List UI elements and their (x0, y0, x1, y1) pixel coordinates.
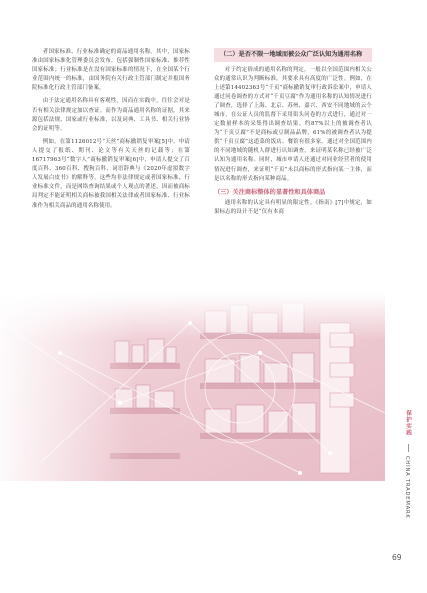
shelf-photo (0, 293, 385, 481)
shelf-photo-illustration (0, 293, 385, 481)
left-paragraph-1: 者国家标准、行业标准确定的商品通用名称。其中，国家标准由国家标准化管理委员会发布，包括强制性国家标准、推荐性国家标准；行业标准是在没有国家标准的情况下，在全国某个行业范围内统一的标准，由国务院有关行政主管部门制定并报国务院标准化行政主管部门备案。 (32, 49, 190, 92)
sidebar-label (402, 410, 416, 570)
section-2-title: （二）是否不限一地域而被公众广泛认知为通用名称 (220, 51, 363, 58)
left-paragraph-3: 例如，在第1126012号“天丝”商标撤销复审案[5]中，申请人提交了报纸、期刊、论文等有关天丝的记载等；在第16717963号“数字人”商标撤销复审案[6]中，申请人提交了百度百科、360百科、搜狗百科、词语辞典与《2020年虚拟数字人发展白皮书》的解释等。这些均非法律规定或者国家标准、行业标准文件，而是网络查询结果或个人观点的著述，因而被商标局判定不能证明相关商标被我国相关法律或者国家标准、行业标准作为相关商品的通用名称使用。 (32, 138, 190, 209)
page-number: 69 (392, 553, 402, 562)
section-2-title-box (214, 48, 372, 62)
right-paragraph-1: 对于约定俗成的通用名称的判定，一般以全国范围内相关公众的通常认识为判断标准，其要求具有高度的广泛性。例如，在上述第14402363号“千页”商标撤销复审行政诉讼案中，申请人通过问卷调查的方式对“千页豆腐”作为通用名称的认知情况进行了调查，选择了上海、北京、苏州、嘉兴、西安不同地域的云个城市，在公证人员的监督下采用街头问卷的方式进行，通过对一定数量样本的采集得出调查结果。约87%以上的被调查者认为“千页豆腐”不是商标或豆制品品牌，61%的被调查者认为提供“千页豆腐”这道菜的饭店、餐馆有很多家。通过对全国范围内的不同地域的随机人群进行认知调查，来证明某名称已经被广泛认知为通用名称。同时，城市申请人还通过对同业经营者的使用情况进行调查，来证明“千页”未以商标的形式指向某一主体，而是以名称的形式指向某种商品。 (214, 66, 372, 182)
left-column (32, 48, 190, 215)
bottom-margin (0, 572, 427, 593)
right-column (214, 48, 372, 221)
sidebar-en-label: CHINA TRADEMARK (404, 456, 410, 519)
right-paragraph-2: 通用名称的认定具有明显的限定性。《指南》[7]中规定，如果标志的设计不是“仅有本商 (214, 200, 372, 216)
sidebar-separator (408, 444, 409, 452)
section-3-title: （三）关注商标整体的显著性和具体商品 (214, 188, 326, 196)
sidebar-cn-label: 保护实践 (405, 410, 411, 437)
left-paragraph-2: 由于法定通用名称具有客观性，因而在实践中，往往会对是否有相关法律规定加以查证。而作为商品通用名称的证据，其来源包括法规、国家或行业标准，以及词典、工具书、相关行业协会的证明等。 (32, 98, 190, 132)
